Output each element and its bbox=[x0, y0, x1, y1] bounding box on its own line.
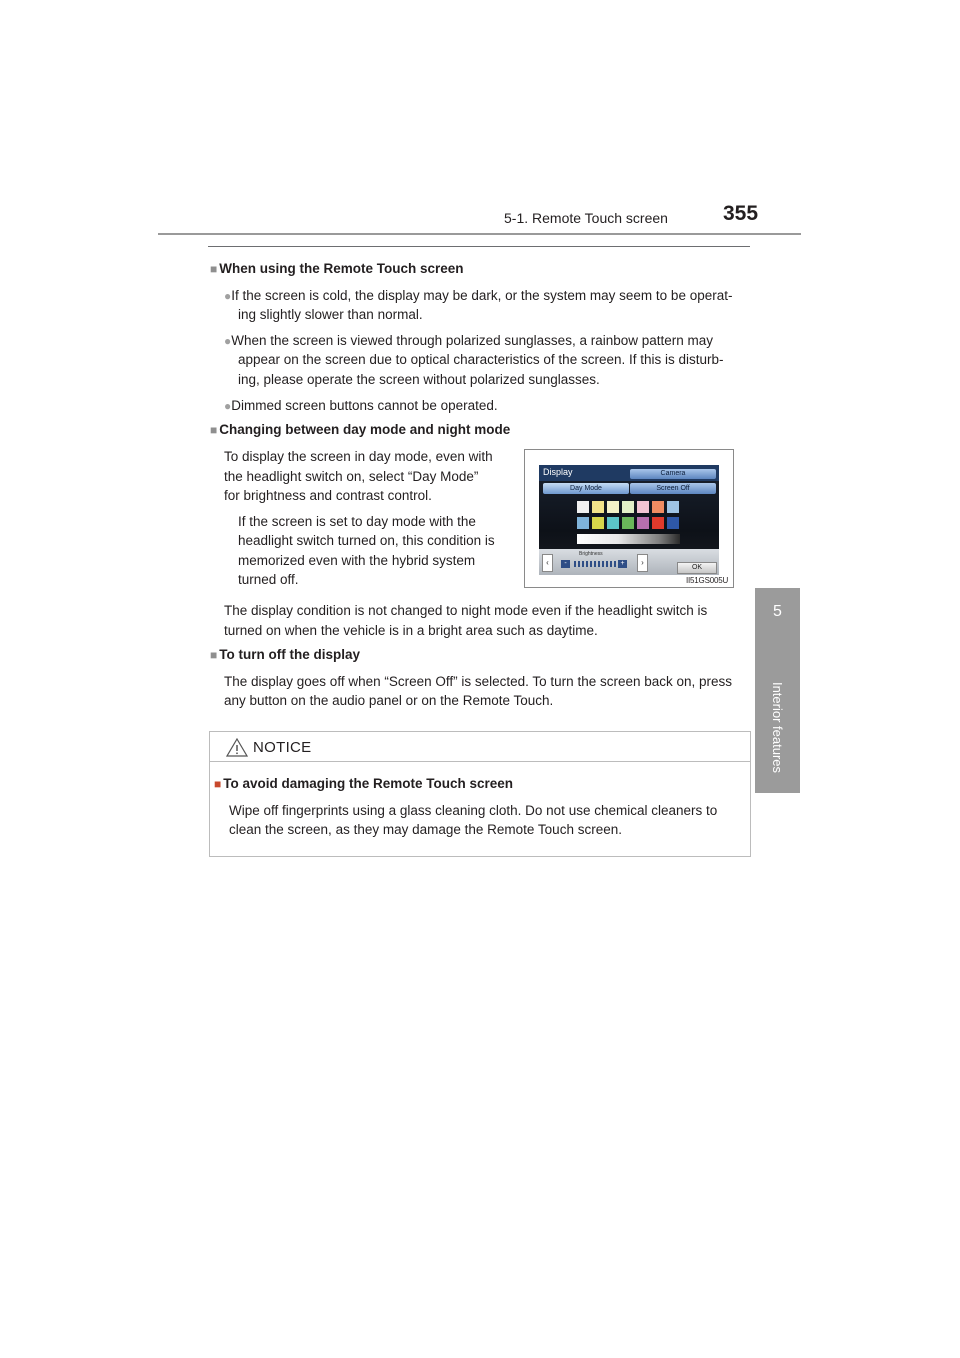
header-rule bbox=[158, 233, 801, 235]
color-swatch-row bbox=[577, 517, 679, 529]
paragraph-line: The display condition is not changed to night mode even if the headlight switch is bbox=[224, 603, 708, 618]
paragraph-line: turned off. bbox=[238, 572, 299, 587]
color-swatch bbox=[637, 501, 649, 513]
notice-rule bbox=[209, 761, 751, 762]
color-swatch bbox=[592, 501, 604, 513]
chapter-label: Interior features bbox=[770, 681, 785, 774]
color-swatch-row bbox=[577, 501, 679, 513]
notice-title: NOTICE bbox=[253, 739, 312, 756]
color-swatch bbox=[577, 517, 589, 529]
notice-text: clean the screen, as they may damage the Remote Touch screen. bbox=[229, 822, 622, 837]
square-bullet-icon: ■ bbox=[210, 423, 218, 437]
chapter-number: 5 bbox=[773, 603, 782, 620]
plus-button[interactable]: + bbox=[618, 560, 627, 568]
nav-right-button[interactable]: › bbox=[637, 554, 648, 572]
bullet-item: ●If the screen is cold, the display may be dark, or the system may seem to be operat- bbox=[224, 288, 733, 303]
paragraph-line: The display goes off when “Screen Off” is selected. To turn the screen back on, press bbox=[224, 674, 733, 689]
bullet-item-cont: ing slightly slower than normal. bbox=[238, 307, 423, 322]
paragraph-line: any button on the audio panel or on the Remote Touch. bbox=[224, 693, 554, 708]
brightness-level-bar bbox=[574, 561, 618, 567]
bullet-item-cont: appear on the screen due to optical characteristics of the screen. If this is disturb- bbox=[238, 352, 724, 367]
bullet-item: ●When the screen is viewed through polarized sunglasses, a rainbow pattern may bbox=[224, 333, 714, 348]
section-header: 5-1. Remote Touch screen bbox=[504, 210, 668, 226]
camera-button[interactable]: Camera bbox=[630, 469, 716, 479]
color-swatch bbox=[607, 501, 619, 513]
gray-scale-bar bbox=[577, 534, 680, 544]
color-swatch bbox=[667, 501, 679, 513]
color-swatch bbox=[622, 517, 634, 529]
content-rule bbox=[208, 246, 750, 247]
square-bullet-icon: ■ bbox=[214, 777, 222, 791]
day-mode-button[interactable]: Day Mode bbox=[543, 483, 629, 494]
notice-heading: ■ To avoid damaging the Remote Touch screen bbox=[214, 776, 514, 791]
color-swatch bbox=[577, 501, 589, 513]
notice-text: Wipe off fingerprints using a glass cleaning cloth. Do not use chemical cleaners to bbox=[229, 803, 718, 818]
color-swatch bbox=[652, 501, 664, 513]
color-swatch bbox=[622, 501, 634, 513]
circle-bullet-icon: ● bbox=[224, 334, 232, 348]
ok-button[interactable]: OK bbox=[677, 562, 717, 574]
color-swatch bbox=[592, 517, 604, 529]
paragraph-line: memorized even with the hybrid system bbox=[238, 553, 476, 568]
paragraph-line: turned on when the vehicle is in a bright area such as daytime. bbox=[224, 623, 598, 638]
warning-triangle-icon bbox=[226, 738, 248, 762]
paragraph-line: the headlight switch on, select “Day Mode” bbox=[224, 469, 479, 484]
color-swatch bbox=[667, 517, 679, 529]
section-heading: ■ When using the Remote Touch screen bbox=[210, 261, 464, 276]
figure-code: II51GS005U bbox=[686, 576, 729, 585]
paragraph-line: for brightness and contrast control. bbox=[224, 488, 432, 503]
paragraph-line: headlight switch turned on, this condition is bbox=[238, 533, 495, 548]
brightness-label: Brightness bbox=[579, 551, 603, 557]
minus-button[interactable]: - bbox=[561, 560, 570, 568]
bullet-item-cont: ing, please operate the screen without polarized sunglasses. bbox=[238, 372, 600, 387]
screen-off-button[interactable]: Screen Off bbox=[630, 483, 716, 494]
section-heading: ■ To turn off the display bbox=[210, 647, 360, 662]
paragraph-line: If the screen is set to day mode with the bbox=[238, 514, 476, 529]
page-number: 355 bbox=[723, 202, 759, 225]
screen-title: Display bbox=[543, 467, 573, 477]
square-bullet-icon: ■ bbox=[210, 648, 218, 662]
square-bullet-icon: ■ bbox=[210, 262, 218, 276]
color-swatch bbox=[607, 517, 619, 529]
circle-bullet-icon: ● bbox=[224, 399, 232, 413]
color-swatch bbox=[637, 517, 649, 529]
display-screen bbox=[539, 465, 719, 575]
display-screenshot bbox=[524, 449, 734, 588]
color-swatch bbox=[652, 517, 664, 529]
bullet-item: ●Dimmed screen buttons cannot be operated. bbox=[224, 398, 498, 413]
paragraph-line: To display the screen in day mode, even with bbox=[224, 449, 493, 464]
circle-bullet-icon: ● bbox=[224, 289, 232, 303]
nav-left-button[interactable]: ‹ bbox=[542, 554, 553, 572]
section-heading: ■ Changing between day mode and night mode bbox=[210, 422, 511, 437]
